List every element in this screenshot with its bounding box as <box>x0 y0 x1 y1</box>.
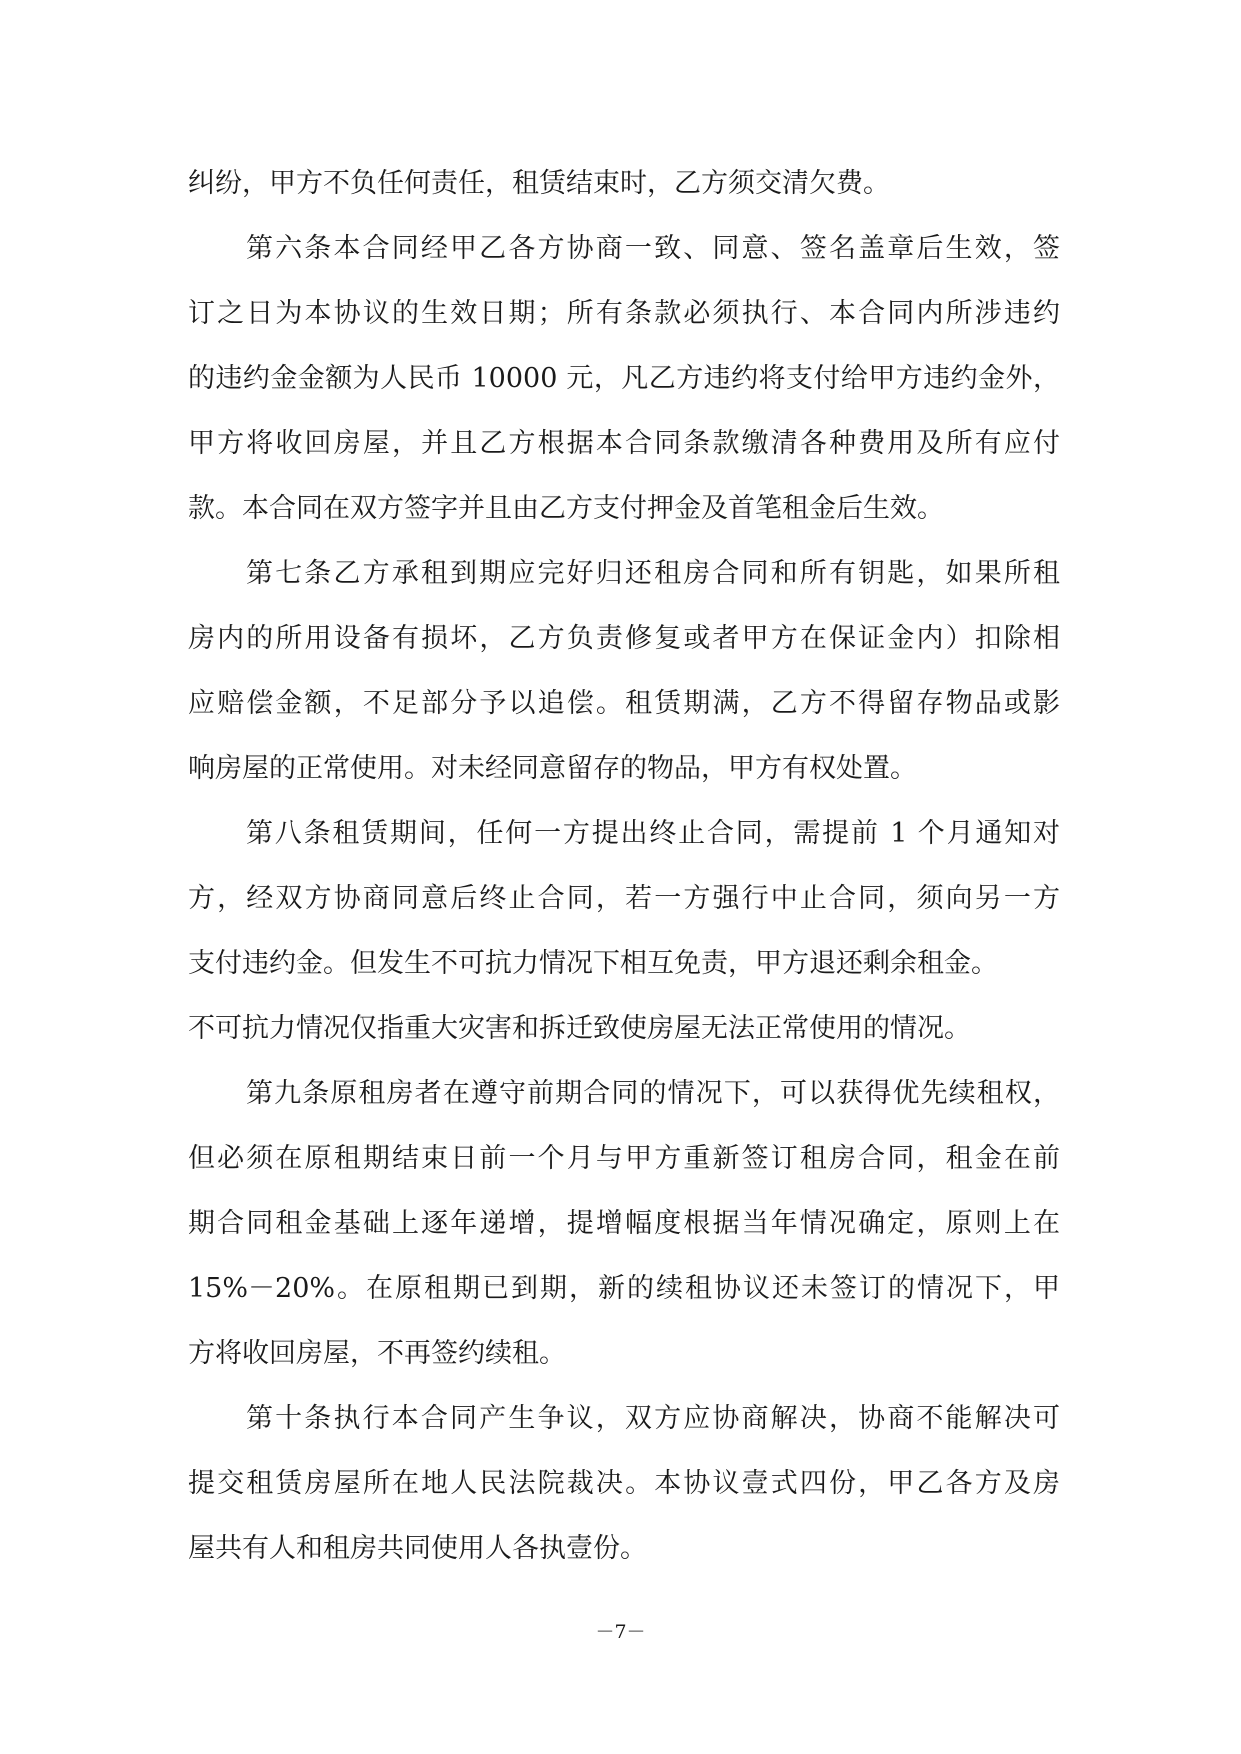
text-line: 甲方将收回房屋，并且乙方根据本合同条款缴清各种费用及所有应付 <box>188 428 1060 459</box>
text-line: 15%－20%。在原租期已到期，新的续租协议还未签订的情况下，甲 <box>188 1273 1060 1304</box>
text-line: 支付违约金。但发生不可抗力情况下相互免责，甲方退还剩余租金。 <box>188 948 998 979</box>
text-line: 期合同租金基础上逐年递增，提增幅度根据当年情况确定，原则上在 <box>188 1208 1060 1239</box>
text-line: 的违约金金额为人民币 10000 元，凡乙方违约将支付给甲方违约金外， <box>188 363 1060 394</box>
text-line: 应赔偿金额，不足部分予以追偿。租赁期满，乙方不得留存物品或影 <box>188 688 1060 719</box>
text-line: 方，经双方协商同意后终止合同，若一方强行中止合同，须向另一方 <box>188 883 1060 914</box>
text-line: 第八条租赁期间，任何一方提出终止合同，需提前 1 个月通知对 <box>246 818 1060 849</box>
text-line: 房内的所用设备有损坏，乙方负责修复或者甲方在保证金内）扣除相 <box>188 623 1060 654</box>
text-line: 提交租赁房屋所在地人民法院裁决。本协议壹式四份，甲乙各方及房 <box>188 1468 1060 1499</box>
contract-text-body <box>188 151 1060 1581</box>
text-line: 第七条乙方承租到期应完好归还租房合同和所有钥匙，如果所租 <box>246 558 1060 589</box>
text-line: 屋共有人和租房共同使用人各执壹份。 <box>188 1533 647 1564</box>
text-line: 第九条原租房者在遵守前期合同的情况下，可以获得优先续租权， <box>246 1078 1060 1109</box>
text-line: 响房屋的正常使用。对未经同意留存的物品，甲方有权处置。 <box>188 753 917 784</box>
page-number: －7－ <box>595 1621 646 1643</box>
text-line: 方将收回房屋，不再签约续租。 <box>188 1338 566 1369</box>
text-line: 款。本合同在双方签字并且由乙方支付押金及首笔租金后生效。 <box>188 493 944 524</box>
text-line: 但必须在原租期结束日前一个月与甲方重新签订租房合同，租金在前 <box>188 1143 1060 1174</box>
text-line: 不可抗力情况仅指重大灾害和拆迁致使房屋无法正常使用的情况。 <box>188 1013 971 1044</box>
text-line: 纠纷，甲方不负任何责任，租赁结束时，乙方须交清欠费。 <box>188 168 890 199</box>
text-line: 第十条执行本合同产生争议，双方应协商解决，协商不能解决可 <box>246 1403 1060 1434</box>
text-line: 订之日为本协议的生效日期；所有条款必须执行、本合同内所涉违约 <box>188 298 1060 329</box>
text-line: 第六条本合同经甲乙各方协商一致、同意、签名盖章后生效，签 <box>246 233 1060 264</box>
